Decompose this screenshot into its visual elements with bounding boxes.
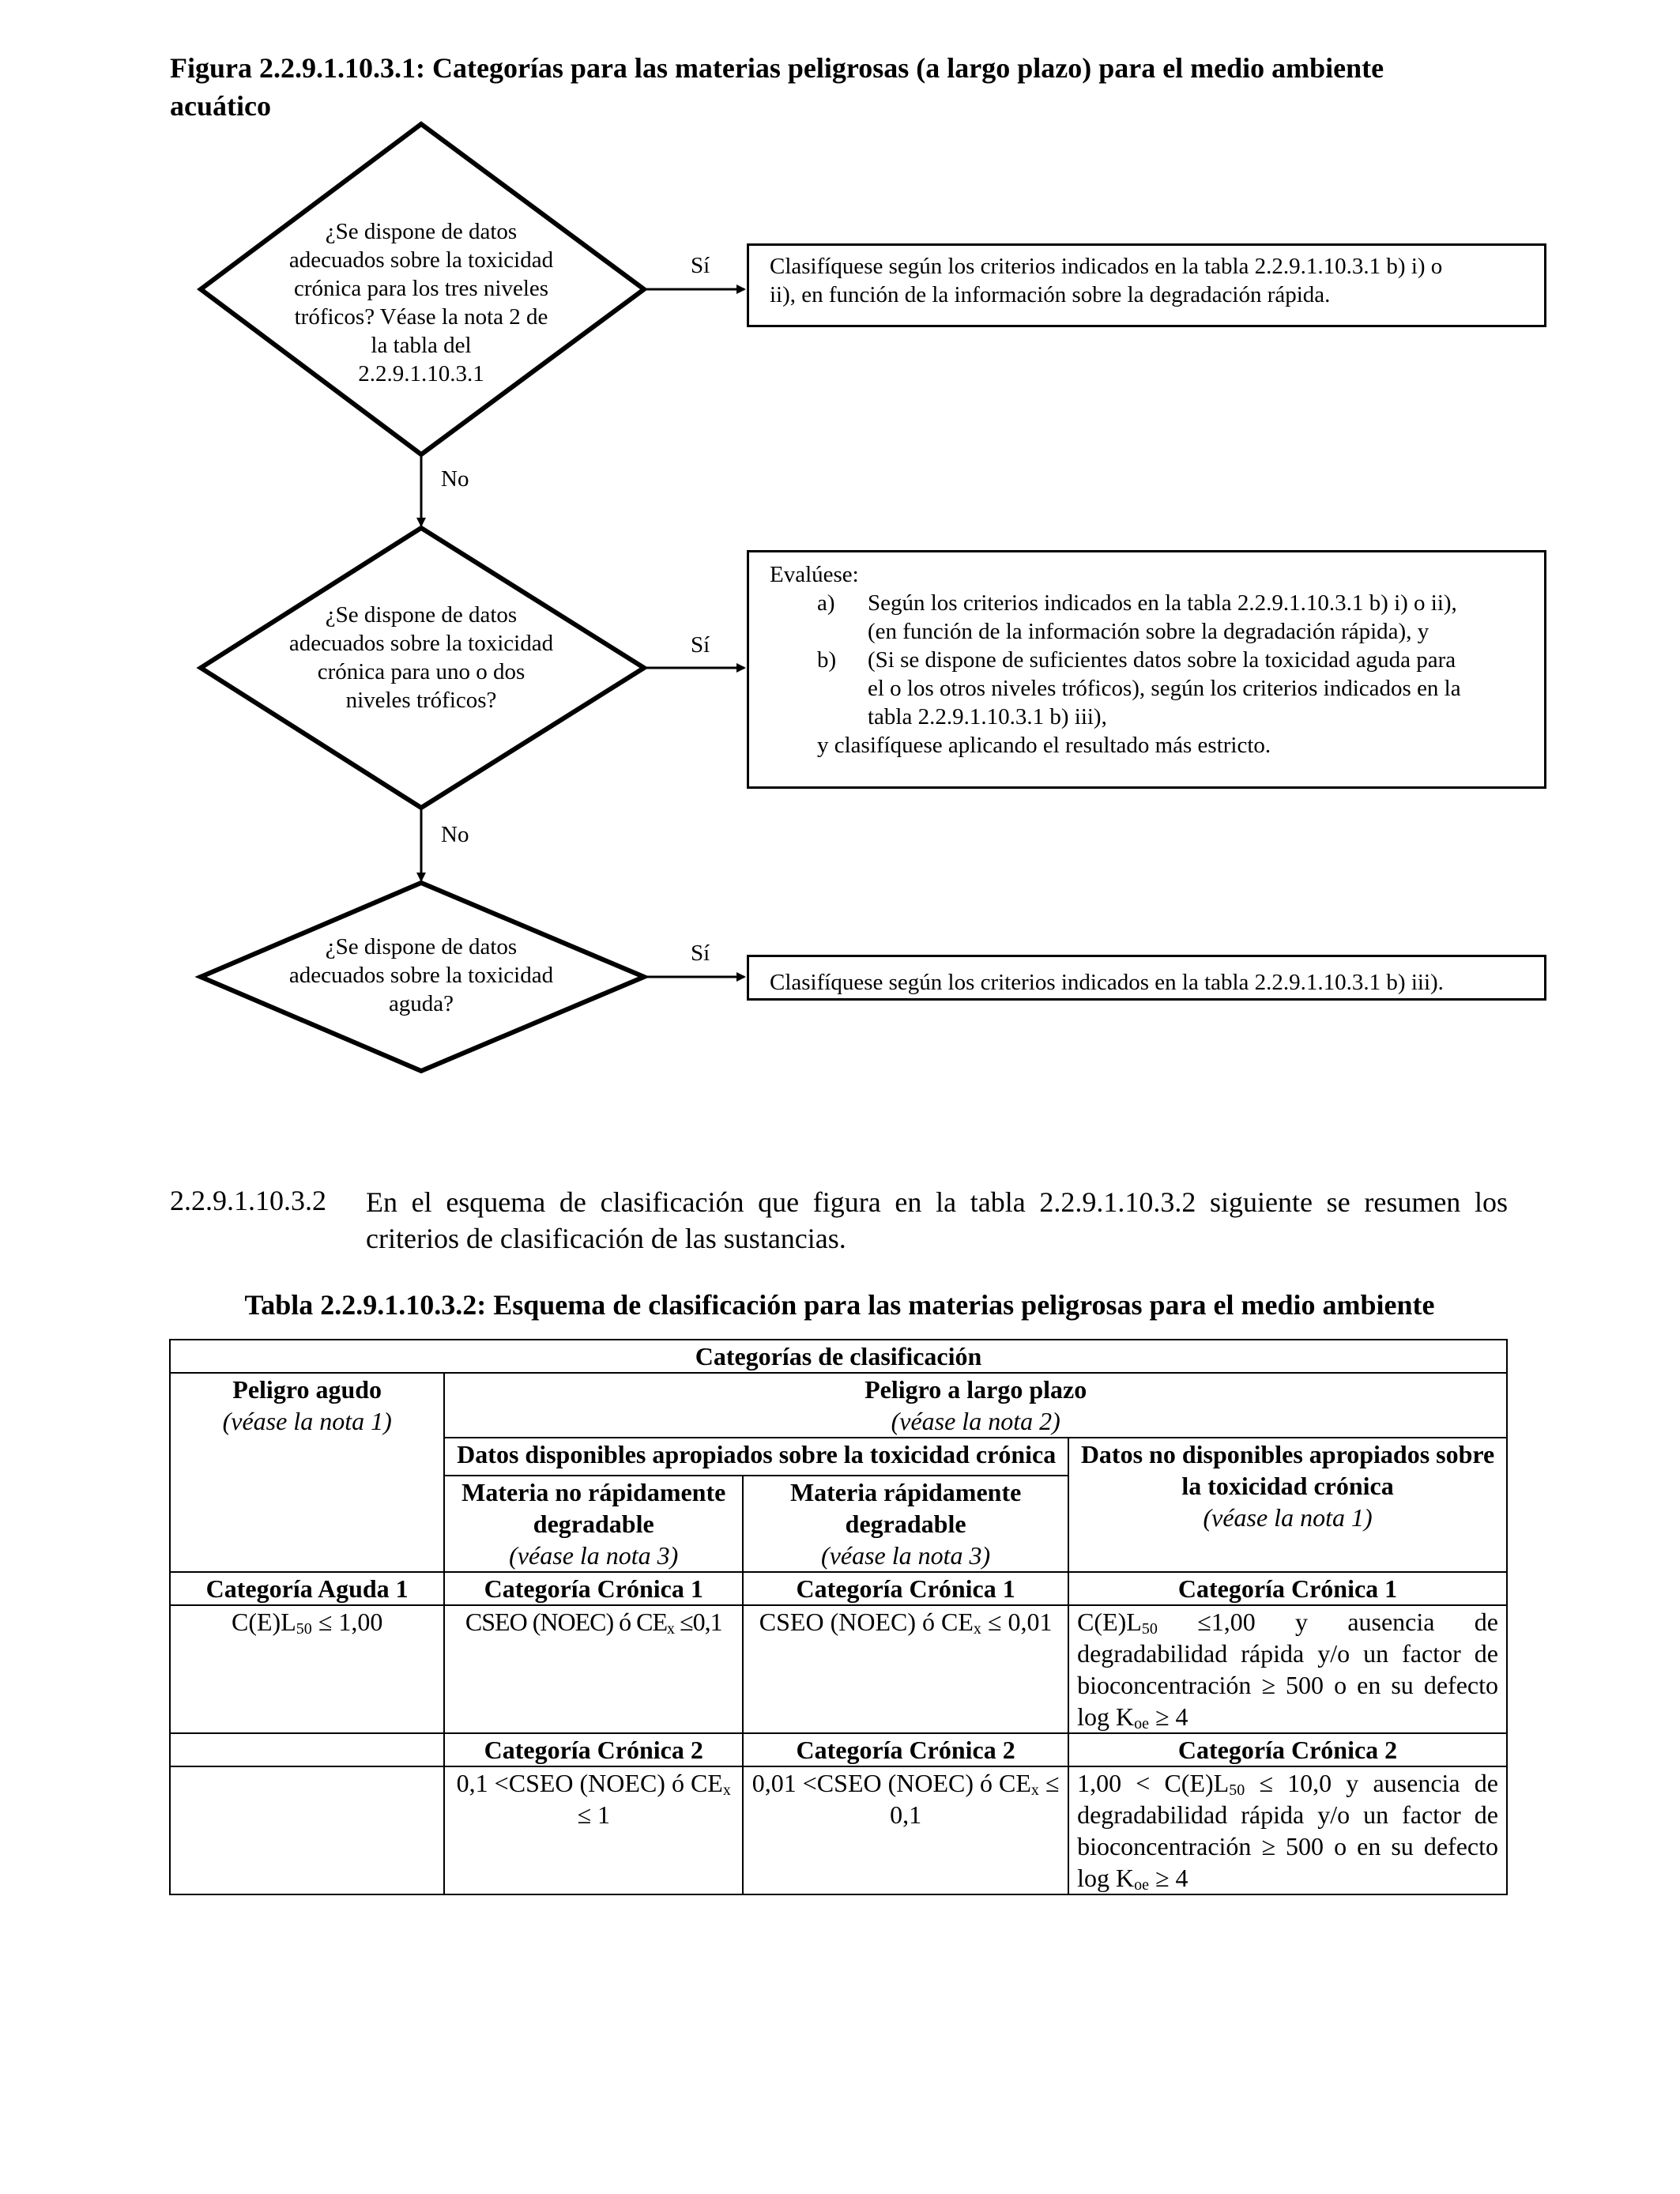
evaluation-item-b (770, 646, 1524, 731)
decision-1-line: tróficos? Véase la nota 2 de (294, 304, 548, 330)
result-box-2-intro: Evalúese: (770, 562, 859, 587)
header-classification-categories: Categorías de clasificación (170, 1340, 1507, 1373)
decision-1-line: ¿Se dispone de datos (325, 219, 518, 244)
long-term-hazard-label: Peligro a largo plazo (864, 1375, 1087, 1404)
category-chronic-2-rapid: Categoría Crónica 2 (743, 1733, 1068, 1766)
criteria-chronic-2-rapid: 0,01 <CSEO (NOEC) ó $CE_x \le 0,1$ (743, 1766, 1068, 1894)
header-chronic-data-available: Datos disponibles apropiados sobre la toxicidad crónica (444, 1438, 1068, 1476)
category-chronic-2-non-rapid: Categoría Crónica 2 (444, 1733, 743, 1766)
criteria-chronic-2-unavailable: $1,00 < C(E)L_{50} \le 10,0$ y ausencia de degradabilidad rápida y/o un factor de bioconcentración ≥ 500 o en su defecto $\log K_{oe} \ge 4$ (1068, 1766, 1507, 1894)
decision-3-line: adecuados sobre la toxicidad (288, 963, 554, 988)
table-row (170, 1572, 1507, 1605)
rapid-label: Materia rápidamente degradable (789, 1478, 1022, 1538)
criteria-chronic-1-rapid: CSEO (NOEC) ó $CE_x \le 0,01$ (743, 1605, 1068, 1733)
table-header-row (170, 1340, 1507, 1373)
criteria-acute-empty (170, 1766, 444, 1894)
criteria-chronic-1-non-rapid: CSEO (NOEC) ó $CE_x \le 0,1$ (444, 1605, 743, 1733)
criteria-chronic-1-unavailable: $C(E)L_{50} \le 1,00$ y ausencia de degradabilidad rápida y/o un factor de bioconcentración ≥ 500 o en su defecto $\log K_{oe} \ge 4$ (1068, 1605, 1507, 1733)
result-box-1-line: ii), en función de la información sobre la degradación rápida. (770, 282, 1331, 307)
no-label-1: No (441, 466, 469, 492)
category-acute-1: Categoría Aguda 1 (170, 1572, 444, 1605)
non-rapid-note: (véase la nota 3) (509, 1541, 679, 1570)
chronic-unavailable-note: (véase la nota 1) (1203, 1503, 1373, 1532)
result-box-3 (747, 955, 1546, 1001)
table-row (170, 1605, 1507, 1733)
category-chronic-1-rapid: Categoría Crónica 1 (743, 1572, 1068, 1605)
evaluation-item-b-line: el o los otros niveles tróficos), según los criterios indicados en la (868, 676, 1461, 701)
evaluation-item-b-key: b) (817, 647, 837, 673)
acute-hazard-note: (véase la nota 1) (222, 1407, 392, 1435)
no-label-2: No (441, 822, 469, 847)
result-box-1 (747, 243, 1546, 327)
category-chronic-2-unavailable: Categoría Crónica 2 (1068, 1733, 1507, 1766)
decision-1-line: adecuados sobre la toxicidad (288, 247, 554, 273)
paragraph-text (366, 1184, 1508, 1257)
category-chronic-1-non-rapid: Categoría Crónica 1 (444, 1572, 743, 1605)
long-term-hazard-note: (véase la nota 2) (891, 1407, 1060, 1435)
yes-label-3: Sí (691, 941, 710, 966)
table-row (170, 1766, 1507, 1894)
evaluation-item-a-key: a) (817, 590, 835, 616)
header-non-rapidly-degradable (444, 1476, 743, 1572)
result-box-2 (747, 550, 1546, 789)
header-acute-hazard (170, 1373, 444, 1572)
yes-label-2: Sí (691, 632, 710, 658)
header-chronic-data-unavailable (1068, 1438, 1507, 1572)
figure-title-line-2: acuático (170, 90, 271, 122)
category-chronic-1-unavailable: Categoría Crónica 1 (1068, 1572, 1507, 1605)
acute-hazard-label: Peligro agudo (232, 1375, 382, 1404)
yes-label-1: Sí (691, 253, 710, 278)
result-box-1-line: Clasifíquese según los criterios indicados en la tabla 2.2.9.1.10.3.1 b) i) o (770, 254, 1443, 279)
evaluation-item-b-line: tabla 2.2.9.1.10.3.1 b) iii), (868, 704, 1107, 729)
criteria-chronic-2-non-rapid: 0,1 <CSEO (NOEC) ó $CE_x \le 1$ (444, 1766, 743, 1894)
table-title: Tabla 2.2.9.1.10.3.2: Esquema de clasificación para las materias peligrosas para el medio ambiente (244, 1289, 1435, 1321)
decision-2-line: ¿Se dispone de datos (325, 602, 518, 628)
header-rapidly-degradable (743, 1476, 1068, 1572)
header-long-term-hazard (444, 1373, 1507, 1438)
table-row (170, 1733, 1507, 1766)
paragraph-number: 2.2.9.1.10.3.2 (170, 1185, 326, 1216)
decision-1-line: 2.2.9.1.10.3.1 (358, 361, 484, 386)
result-box-2-outro: y clasifíquese aplicando el resultado más estricto. (817, 733, 1271, 758)
non-rapid-label: Materia no rápidamente degradable (461, 1478, 726, 1538)
chronic-unavailable-label: Datos no disponibles apropiados sobre la toxicidad crónica (1080, 1440, 1495, 1500)
evaluation-item-b-line: (Si se dispone de suficientes datos sobre la toxicidad aguda para (868, 647, 1456, 673)
table-header-row (170, 1373, 1507, 1438)
criteria-acute-1: $C(E)L_{50} \le 1,00$ (170, 1605, 444, 1733)
evaluation-item-a-line: (en función de la información sobre la degradación rápida), y (868, 619, 1430, 644)
decision-2-text (261, 601, 582, 714)
figure-title-line-1: Figura 2.2.9.1.10.3.1: Categorías para las materias peligrosas (a largo plazo) para el medio ambiente (170, 52, 1384, 84)
decision-3-line: aguda? (388, 991, 454, 1016)
decision-3-text (261, 933, 582, 1018)
evaluation-item-a (770, 589, 1524, 646)
decision-1-line: la tabla del (371, 333, 472, 358)
evaluation-item-a-line: Según los criterios indicados en la tabla 2.2.9.1.10.3.1 b) i) o ii), (868, 590, 1457, 616)
decision-1-text (261, 217, 582, 388)
decision-2-line: niveles tróficos? (345, 688, 497, 713)
rapid-note: (véase la nota 3) (821, 1541, 991, 1570)
decision-2-line: adecuados sobre la toxicidad (288, 631, 554, 656)
paragraph-line: criterios de clasificación de las sustancias. (366, 1223, 846, 1254)
category-acute-empty (170, 1733, 444, 1766)
paragraph-line: En el esquema de clasificación que figura en la tabla 2.2.9.1.10.3.2 siguiente se resumen los (366, 1186, 1508, 1218)
classification-table (169, 1339, 1508, 1895)
decision-1-line: crónica para los tres niveles (293, 276, 549, 301)
decision-3-line: ¿Se dispone de datos (325, 934, 518, 959)
result-box-3-text: Clasifíquese según los criterios indicados en la tabla 2.2.9.1.10.3.1 b) iii). (770, 970, 1444, 995)
decision-2-line: crónica para uno o dos (317, 659, 525, 684)
